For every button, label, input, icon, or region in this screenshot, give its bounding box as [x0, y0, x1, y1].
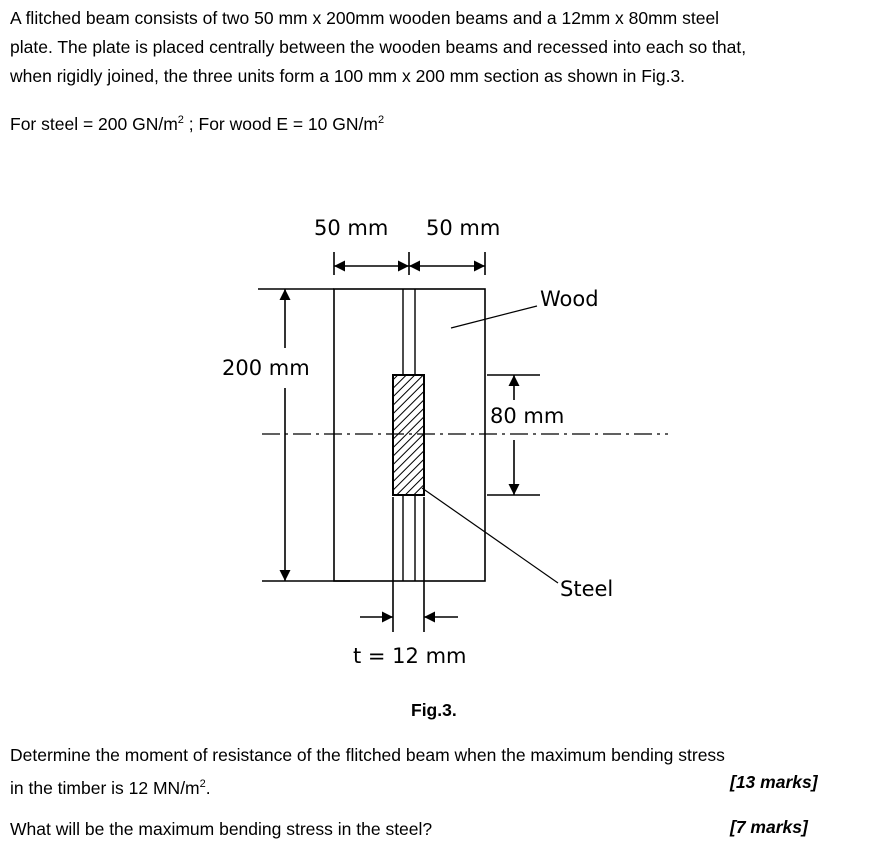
height-dimension — [258, 289, 350, 581]
question-2-marks: [7 marks] — [730, 817, 808, 837]
width-dimension — [334, 252, 485, 275]
dim-plate-depth-label: 80 mm — [490, 404, 565, 428]
steel-label: Steel — [560, 577, 614, 601]
steel-modulus: For steel = 200 GN/m — [10, 113, 178, 134]
wood-modulus-exponent: 2 — [377, 114, 385, 126]
wood-modulus: ; For wood E = 10 GN/m — [188, 113, 378, 134]
steel-plate — [393, 375, 424, 495]
dim-right-width-label: 50 mm — [426, 216, 501, 240]
intro-line-2: plate. The plate is placed centrally between the wooden beams and recessed into each so that, — [10, 37, 747, 57]
question-1-exponent: 2 — [199, 778, 206, 790]
question-1-period: . — [205, 777, 211, 798]
plate-thickness-dimension — [360, 497, 458, 632]
dim-left-width-label: 50 mm — [314, 216, 389, 240]
question-1-line-1: Determine the moment of resistance of the flitched beam when the maximum bending stress — [10, 745, 725, 765]
steel-modulus-exponent: 2 — [177, 114, 184, 126]
dim-height-label: 200 mm — [222, 356, 310, 380]
wood-label: Wood — [540, 287, 599, 311]
dim-plate-thickness-label: t = 12 mm — [353, 644, 467, 668]
wood-leader — [451, 306, 537, 328]
intro-line-3: when rigidly joined, the three units form a 100 mm x 200 mm section as shown in Fig.3. — [10, 66, 686, 86]
steel-leader — [422, 488, 558, 583]
question-2: What will be the maximum bending stress in the steel? — [10, 819, 433, 839]
figure-caption: Fig.3. — [411, 700, 457, 720]
question-1-marks: [13 marks] — [730, 772, 818, 792]
question-1-stress: in the timber is 12 MN/m — [10, 777, 200, 798]
plate-depth-dimension — [487, 375, 540, 495]
intro-line-1: A flitched beam consists of two 50 mm x 200mm wooden beams and a 12mm x 80mm steel — [10, 8, 720, 28]
